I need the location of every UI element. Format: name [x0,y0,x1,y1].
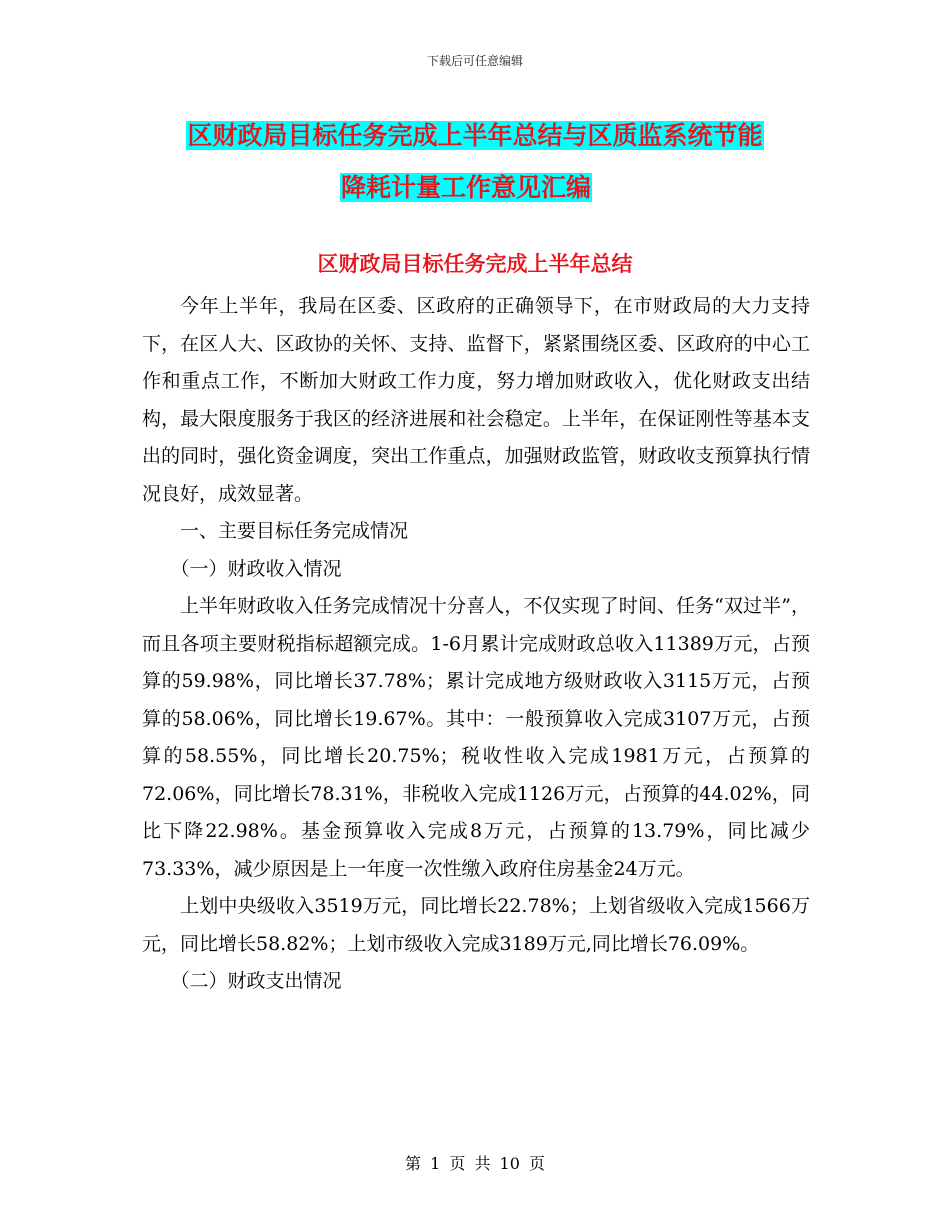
heading-expenditure: （二）财政支出情况 [170,970,342,992]
title-line-1: 区财政局目标任务完成上半年总结与区质监系统节能 [187,121,763,150]
heading-main-targets: 一、主要目标任务完成情况 [180,520,409,542]
heading-revenue: （一）财政收入情况 [170,557,342,580]
document-title [140,110,810,214]
title-line-2: 降耗计量工作意见汇编 [341,173,592,202]
paragraph-upper-revenue: 上划中央级收入3519万元，同比增长22.78%；上划省级收入完成1566万元，同比增长58.82%；上划市级收入完成3189万元,同比增长76.09%。 [142,895,810,955]
paragraph-intro: 今年上半年，我局在区委、区政府的正确领导下，在市财政局的大力支持下，在区人大、区政协的关怀、支持、监督下，紧紧围绕区委、区政府的中心工作和重点工作，不断加大财政工作力度，努力增加财政收入，优化财政支出结构，最大限度服务于我区的经济进展和社会稳定。上半年，在保证刚性等基本支出的同时，强化资金调度，突出工作重点，加强财政监管，财政收支预算执行情况良好，成效显著。 [142,295,810,505]
header-note: 下载后可任意编辑 [426,54,523,68]
paragraph-revenue: 上半年财政收入任务完成情况十分喜人，不仅实现了时间、任务“双过半”，而且各项主要财税指标超额完成。1-6月累计完成财政总收入11389万元，占预算的59.98%，同比增长37.78%；累计完成地方级财政收入3115万元，占预算的58.06%，同比增长19.67%。其中：一般预算收入完成3107万元，占预算的58.55%，同比增长20.75%；税收性收入完成1981万元，占预算的72.06%，同比增长78.31%，非税收入完成1126万元，占预算的44.02%，同比下降22.98%。基金预算收入完成8万元，占预算的13.79%，同比减少73.33%，减少原因是上一年度一次性缴入政府住房基金24万元。 [142,595,810,880]
document-body [142,288,810,1001]
section-title: 区财政局目标任务完成上半年总结 [317,252,633,276]
page-number: 第 1 页 共 10 页 [405,1154,545,1173]
